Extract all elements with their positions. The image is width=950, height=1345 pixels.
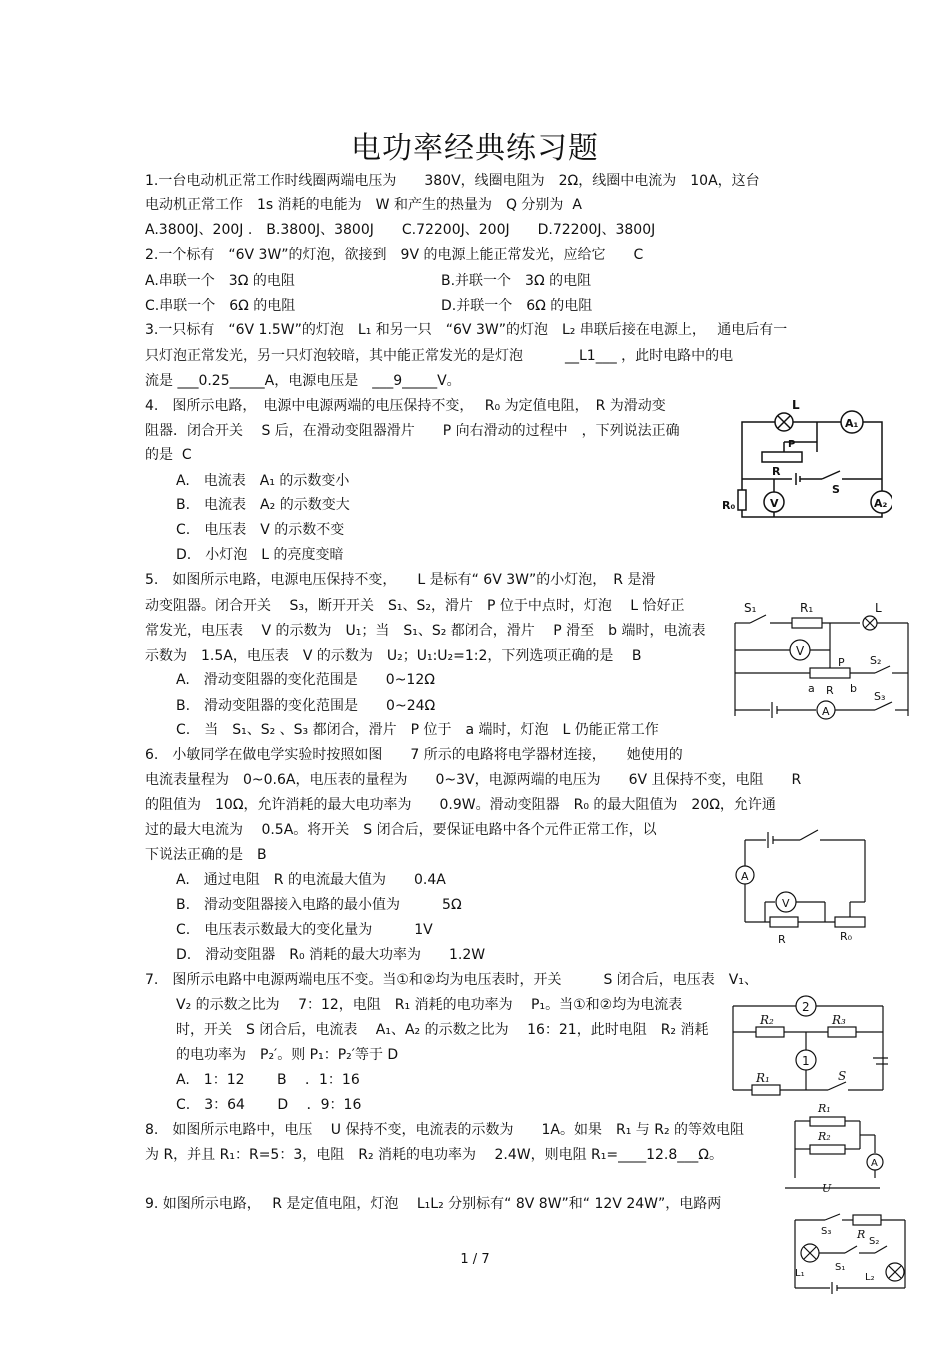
text-line: B. 滑动变阻器接入电路的最小值为 5Ω <box>176 897 462 913</box>
svg-text:S₂: S₂ <box>869 1236 880 1247</box>
text-line: 电流表量程为 0~0.6A，电压表的量程为 0~3V，电源两端的电压为 6V 且保持不变，电阻 R <box>145 772 802 788</box>
text-line: A. 通过电阻 R 的电流最大值为 0.4A <box>176 872 446 888</box>
svg-text:L₁: L₁ <box>795 1268 805 1279</box>
circuit-diagram-q6 <box>730 822 880 947</box>
text-line: 8. 如图所示电路中，电压 U 保持不变，电流表的示数为 1A。如果 R₁ 与 R₂ 的等效电阻 <box>145 1122 745 1138</box>
text-line: C. 电压表 V 的示数不变 <box>176 522 345 538</box>
text-line: 下说法正确的是 B <box>145 847 267 863</box>
svg-text:R: R <box>778 933 786 946</box>
svg-text:R₁: R₁ <box>818 1102 831 1115</box>
circuit-diagram-q7 <box>728 992 888 1100</box>
text-line: 1.一台电动机正常工作时线圈两端电压为 380V，线圈电阻为 2Ω，线圈中电流为 10A，这台 <box>145 173 760 189</box>
text-line: 示数为 1.5A，电压表 V 的示数为 U₂；U₁:U₂=1:2，下列选项正确的是 B <box>145 648 642 664</box>
text-line: 的阻值为 10Ω，允许消耗的最大电功率为 0.9W。滑动变阻器 R₀ 的最大阻值为 20Ω，允许通 <box>145 797 776 813</box>
svg-text:A₂: A₂ <box>874 497 888 510</box>
text-line: 时，开关 S 闭合后，电流表 A₁、A₂ 的示数之比为 16：21，此时电阻 R₂ 消耗 <box>176 1022 709 1038</box>
svg-text:L: L <box>792 398 800 412</box>
svg-text:S: S <box>832 483 840 496</box>
text-line: 动变阻器。闭合开关 S₃，断开开关 S₁、S₂，滑片 P 位于中点时，灯泡 L 恰好正 <box>145 598 685 614</box>
svg-text:A: A <box>822 705 830 718</box>
svg-text:R₂: R₂ <box>818 1130 831 1143</box>
svg-text:R₁: R₁ <box>800 601 814 615</box>
text-line: A. 电流表 A₁ 的示数变小 <box>176 473 350 489</box>
text-line: 只灯泡正常发光，另一只灯泡较暗，其中能正常发光的是灯泡 __L1___ ，此时电路中的电 <box>145 348 734 364</box>
circuit-diagram-q8 <box>770 1100 890 1195</box>
svg-text:L: L <box>875 601 882 615</box>
svg-text:R: R <box>857 1228 866 1241</box>
svg-text:b: b <box>850 682 857 695</box>
text-line: C.串联一个 6Ω 的电阻 <box>145 298 296 314</box>
svg-text:R₃: R₃ <box>832 1013 846 1027</box>
text-line: A. 1：12 B ．1：16 <box>176 1072 360 1088</box>
svg-text:R₀: R₀ <box>722 499 736 512</box>
text-line: D.并联一个 6Ω 的电阻 <box>441 298 593 314</box>
svg-text:a: a <box>808 682 815 695</box>
text-line: 7. 图所示电路中电源两端电压不变。当①和②均为电压表时，开关 S 闭合后，电压表 V₁、 <box>145 972 758 988</box>
svg-text:R: R <box>772 465 781 478</box>
text-line: A. 滑动变阻器的变化范围是 0~12Ω <box>176 672 435 688</box>
svg-text:V: V <box>770 497 779 510</box>
page-title: 电功率经典练习题 <box>351 131 599 166</box>
page-number: 1 / 7 <box>460 1252 490 1267</box>
text-line: 的是 C <box>145 447 192 463</box>
text-line: B.并联一个 3Ω 的电阻 <box>441 273 592 289</box>
text-line: A.串联一个 3Ω 的电阻 <box>145 273 295 289</box>
svg-text:R₂: R₂ <box>760 1013 774 1027</box>
svg-text:V: V <box>796 644 805 658</box>
text-line: 流是 ___0.25_____A，电源电压是 ___9_____V。 <box>145 373 461 389</box>
text-line: 常发光，电压表 V 的示数为 U₁；当 S₁、S₂ 都闭合，滑片 P 滑至 b 端时，电流表 <box>145 623 706 639</box>
svg-text:S₁: S₁ <box>835 1262 846 1273</box>
svg-text:S: S <box>838 1069 847 1083</box>
text-line: D. 滑动变阻器 R₀ 消耗的最大功率为 1.2W <box>176 947 486 963</box>
text-line: 5. 如图所示电路，电源电压保持不变， L 是标有“ 6V 3W”的小灯泡， R 是滑 <box>145 572 656 588</box>
svg-text:S₁: S₁ <box>744 601 757 615</box>
text-line: 电动机正常工作 1s 消耗的电能为 W 和产生的热量为 Q 分别为 A <box>145 197 582 213</box>
svg-text:P: P <box>788 439 796 450</box>
svg-text:2: 2 <box>802 1000 810 1014</box>
text-line: D. 小灯泡 L 的亮度变暗 <box>176 547 344 563</box>
svg-text:U: U <box>822 1182 832 1195</box>
svg-text:L₂: L₂ <box>865 1272 875 1283</box>
svg-text:S₃: S₃ <box>874 690 886 703</box>
svg-text:S₂: S₂ <box>870 654 882 667</box>
text-line: C. 3：64 D ．9：16 <box>176 1097 362 1113</box>
svg-text:1: 1 <box>802 1054 810 1068</box>
svg-text:R₀: R₀ <box>840 930 853 943</box>
text-line: A.3800J、200J . B.3800J、3800J C.72200J、200J D.72200J、3800J <box>145 222 656 238</box>
text-line: B. 电流表 A₂ 的示数变大 <box>176 497 350 513</box>
circuit-diagram-q4 <box>722 397 892 527</box>
text-line: 9. 如图所示电路， R 是定值电阻，灯泡 L₁L₂ 分别标有“ 8V 8W”和“ 12V 24W”，电路两 <box>145 1196 722 1212</box>
text-line: C. 电压表示数最大的变化量为 1V <box>176 922 433 938</box>
svg-text:A: A <box>741 870 749 883</box>
svg-text:R: R <box>826 684 834 697</box>
svg-text:V: V <box>782 897 790 910</box>
text-line: 6. 小敏同学在做电学实验时按照如图 7 所示的电路将电学器材连接， 她使用的 <box>145 747 683 763</box>
text-line: C. 当 S₁、S₂ 、S₃ 都闭合，滑片 P 位于 a 端时，灯泡 L 仍能正常工作 <box>176 722 659 738</box>
text-line: 的电功率为 P₂′。则 P₁：P₂′等于 D <box>176 1047 399 1063</box>
svg-text:A₁: A₁ <box>845 417 859 430</box>
text-line: 4. 图所示电路， 电源中电源两端的电压保持不变， R₀ 为定值电阻， R 为滑动变 <box>145 398 666 414</box>
text-line: 2.一个标有 “6V 3W”的灯泡，欲接到 9V 的电源上能正常发光，应给它 C <box>145 247 644 263</box>
svg-text:S₃: S₃ <box>821 1226 832 1237</box>
svg-text:P: P <box>838 656 845 669</box>
text-line: 3.一只标有 “6V 1.5W”的灯泡 L₁ 和另一只 “6V 3W”的灯泡 L₂ 串联后接在电源上， 通电后有一 <box>145 322 788 338</box>
text-line: 阻器．闭合开关 S 后，在滑动变阻器滑片 P 向右滑动的过程中 ，下列说法正确 <box>145 423 680 439</box>
text-line: 过的最大电流为 0.5A。将开关 S 闭合后，要保证电路中各个元件正常工作，以 <box>145 822 657 838</box>
text-line: V₂ 的示数之比为 7：12，电阻 R₁ 消耗的电功率为 P₁。当①和②均为电流表 <box>176 997 683 1013</box>
svg-text:R₁: R₁ <box>756 1071 770 1085</box>
text-line: B. 滑动变阻器的变化范围是 0~24Ω <box>176 698 436 714</box>
text-line: 为 R，并且 R₁：R=5：3，电阻 R₂ 消耗的电功率为 2.4W，则电阻 R₁=____12.8___Ω。 <box>145 1147 723 1163</box>
svg-text:A: A <box>871 1158 878 1169</box>
circuit-diagram-q5 <box>730 598 915 723</box>
